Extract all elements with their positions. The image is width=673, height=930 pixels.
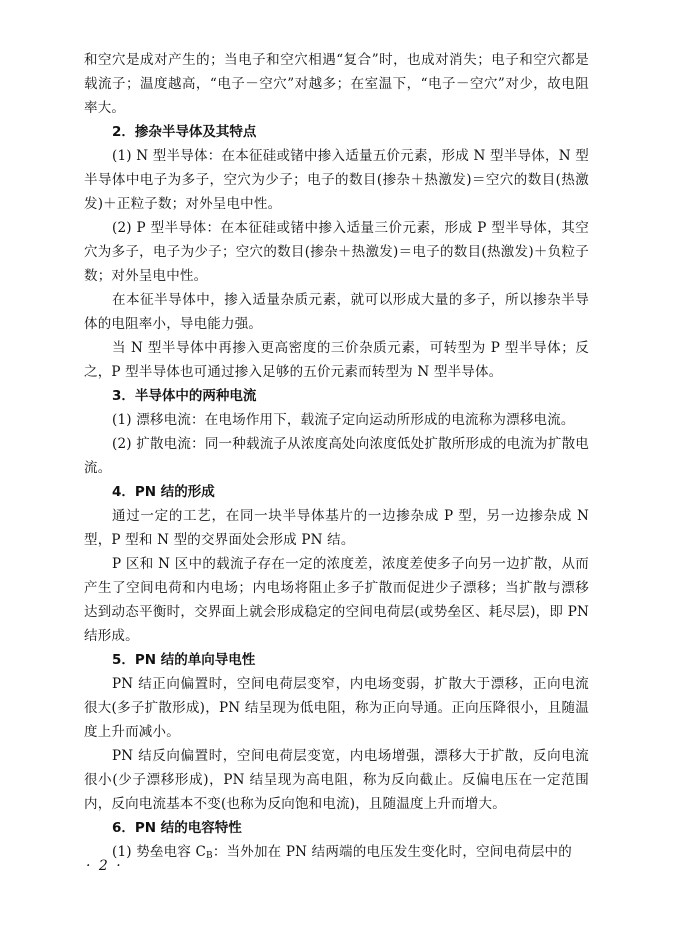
- section-heading: 6．PN 结的电容特性: [112, 820, 242, 836]
- paragraph: 在本征半导体中，掺入适量杂质元素，就可以形成大量的多子，所以掺杂半导体的电阻率小，导电能力强。: [84, 292, 589, 332]
- paragraph: 当 N 型半导体中再掺入更高密度的三价杂质元素，可转型为 P 型半导体；反之，P 型半导体也可通过掺入足够的五价元素而转型为 N 型半导体。: [84, 340, 589, 380]
- body-text: [84, 48, 589, 868]
- paragraph-text: ：当外加在 PN 结两端的电压发生变化时，空间电荷层中的: [212, 844, 572, 860]
- section-heading: 3．半导体中的两种电流: [112, 388, 257, 404]
- paragraph: PN 结反向偏置时，空间电荷层变宽，内电场增强，漂移大于扩散，反向电流很小(少子漂移形成)，PN 结呈现为高电阻，称为反向截止。反偏电压在一定范围内，反向电流基本不变(也称为反向饱和电流)，且随温度上升而增大。: [84, 748, 589, 812]
- paragraph: 和空穴是成对产生的；当电子和空穴相遇“复合”时，也成对消失；电子和空穴都是载流子；温度越高，“电子－空穴”对越多；在室温下，“电子－空穴”对少，故电阻率大。: [84, 52, 589, 116]
- section-heading: 2．掺杂半导体及其特点: [112, 124, 257, 140]
- page-number: · 2 ·: [86, 858, 123, 874]
- paragraph: [84, 840, 589, 868]
- subscript: B: [206, 851, 213, 861]
- paragraph: P 区和 N 区中的载流子存在一定的浓度差，浓度差使多子向另一边扩散，从而产生了空间电荷和内电场；内电场将阻止多子扩散而促进少子漂移；当扩散与漂移达到动态平衡时，交界面上就会形成稳定的空间电荷层(或势垒区、耗尽层)，即 PN 结形成。: [84, 556, 589, 644]
- paragraph: (1) 漂移电流：在电场作用下，载流子定向运动所形成的电流称为漂移电流。: [112, 412, 575, 428]
- section-heading: 5．PN 结的单向导电性: [112, 652, 256, 668]
- paragraph: 通过一定的工艺，在同一块半导体基片的一边掺杂成 P 型，另一边掺杂成 N 型，P 型和 N 型的交界面处会形成 PN 结。: [84, 508, 589, 548]
- paragraph-text: (1) 势垒电容 C: [112, 844, 207, 860]
- paragraph: (2) P 型半导体：在本征硅或锗中掺入适量三价元素，形成 P 型半导体，其空穴为多子，电子为少子；空穴的数目(掺杂＋热激发)＝电子的数目(热激发)＋负粒子数；对外呈电中性。: [84, 220, 589, 284]
- section-heading: 4．PN 结的形成: [112, 484, 215, 500]
- paragraph: (2) 扩散电流：同一种载流子从浓度高处向浓度低处扩散所形成的电流为扩散电流。: [84, 436, 589, 476]
- paragraph: (1) N 型半导体：在本征硅或锗中掺入适量五价元素，形成 N 型半导体，N 型半导体中电子为多子，空穴为少子；电子的数目(掺杂＋热激发)＝空穴的数目(热激发)＋正粒子数；对外呈电中性。: [84, 148, 589, 212]
- paragraph: PN 结正向偏置时，空间电荷层变窄，内电场变弱，扩散大于漂移，正向电流很大(多子扩散形成)，PN 结呈现为低电阻，称为正向导通。正向压降很小，且随温度上升而减小。: [84, 676, 589, 740]
